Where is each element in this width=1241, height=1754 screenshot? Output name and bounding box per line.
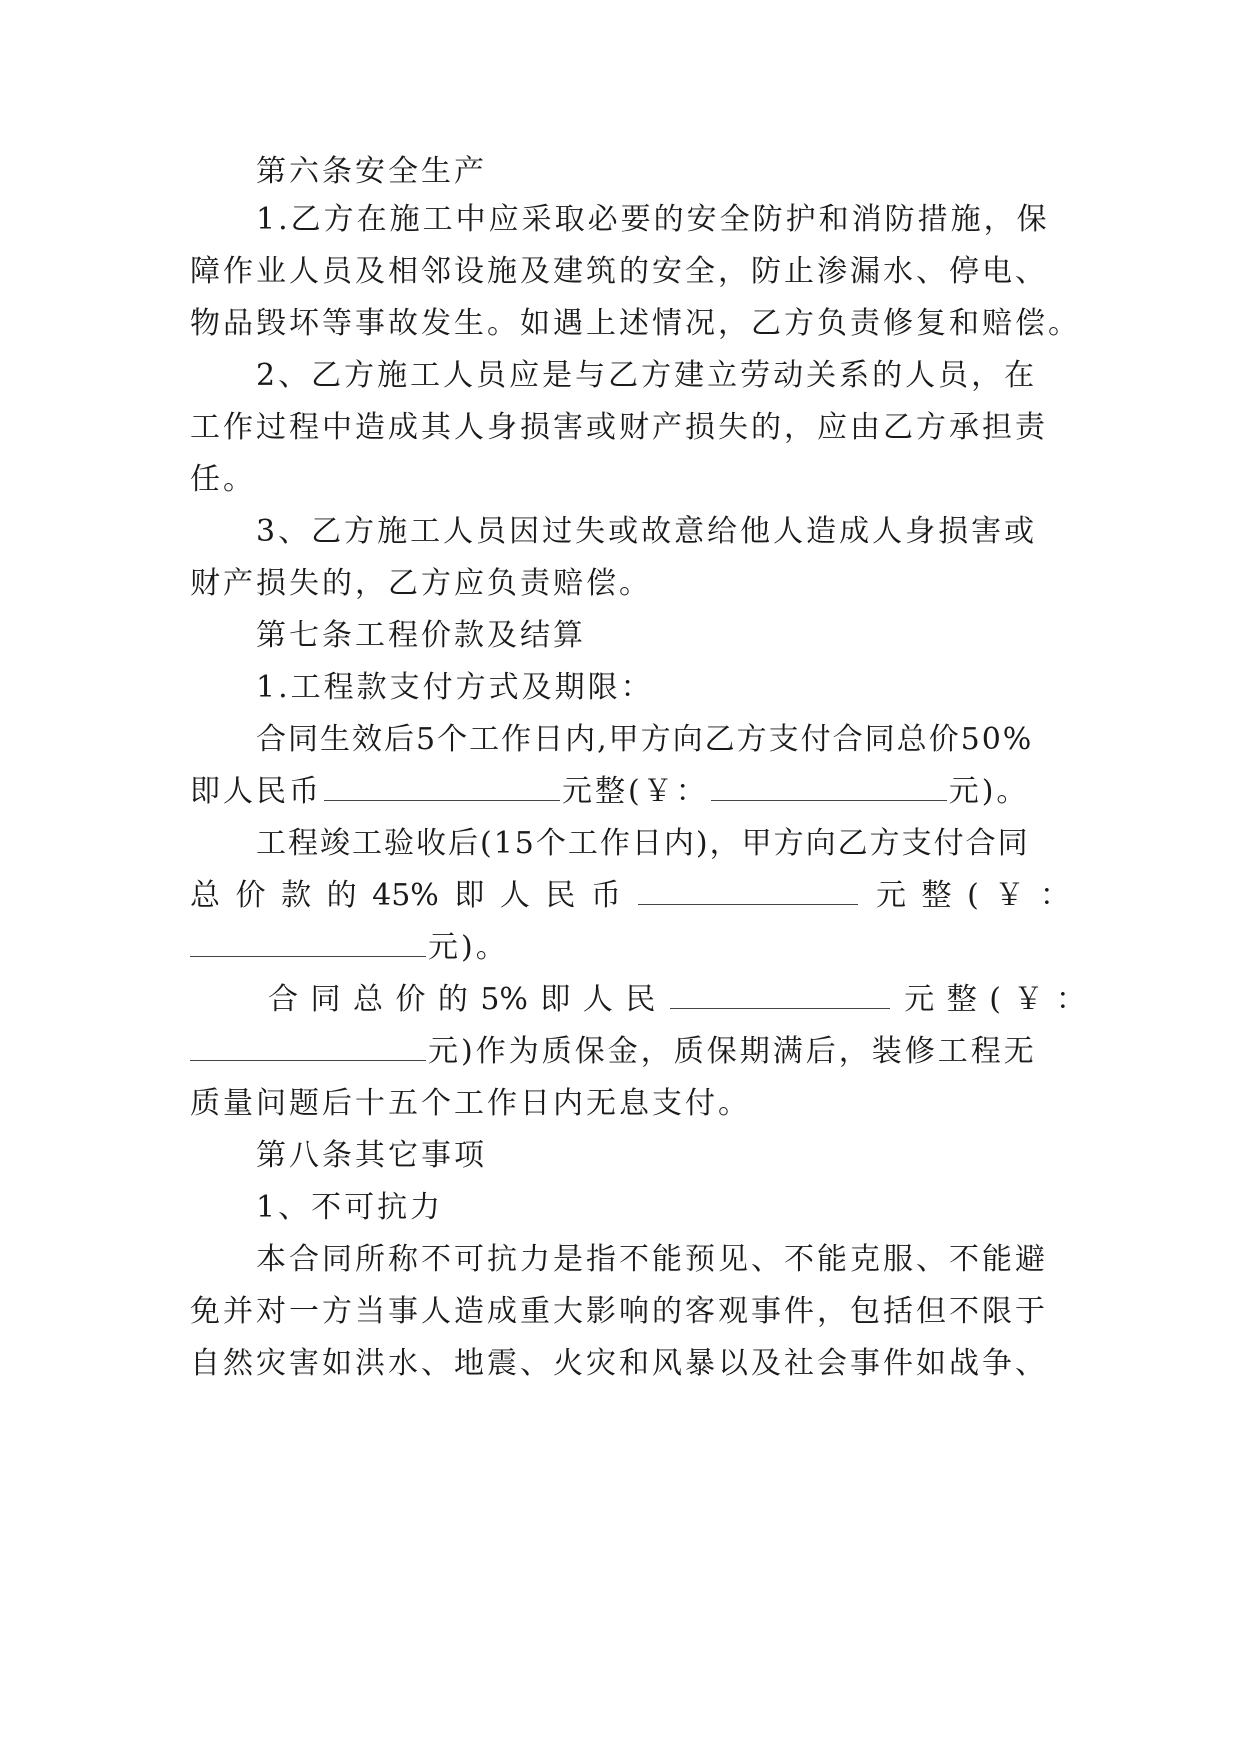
article-7-heading: 第七条工程价款及结算: [256, 618, 586, 653]
force-majeure-line-3: 自然灾害如洪水、地震、火灾和风暴以及社会事件如战争、: [190, 1346, 1048, 1381]
amount-number-blank[interactable]: [190, 928, 426, 957]
word: 元: [904, 982, 935, 1017]
word: 的: [437, 982, 468, 1017]
payment-2-line-1: 工程竣工验收后(15个工作日内)，甲方向乙方支付合同: [256, 826, 1030, 861]
word: ：: [1039, 878, 1070, 913]
word: ：: [1055, 982, 1086, 1017]
article-6-para-1-line-1: 1.乙方在施工中应采取必要的安全防护和消防措施，保: [256, 202, 1050, 237]
word: 民: [545, 878, 576, 913]
amount-words-blank[interactable]: [670, 980, 890, 1009]
article-6-para-1-line-3: 物品毁坏等事故发生。如遇上述情况，乙方负责修复和赔偿。: [190, 306, 1081, 341]
article-7-item-1: 1.工程款支付方式及期限：: [256, 670, 654, 705]
article-6-para-1-line-2: 障作业人员及相邻设施及建筑的安全，防止渗漏水、停电、: [190, 254, 1048, 289]
word: 即: [540, 982, 571, 1017]
payment-2-line-3: [190, 928, 1090, 968]
word: ￥: [994, 878, 1025, 913]
payment-1-label: 即人民币: [190, 774, 322, 809]
word: 总: [190, 878, 220, 913]
force-majeure-line-1: 本合同所称不可抗力是指不能预见、不能克服、不能避: [256, 1242, 1048, 1277]
amount-number-blank[interactable]: [190, 1032, 426, 1061]
payment-2-line-2: [190, 876, 1070, 916]
word: 合: [268, 982, 298, 1017]
payment-3-line-3: 质量问题后十五个工作日内无息支付。: [190, 1086, 751, 1121]
word: 整: [946, 982, 977, 1017]
payment-3-text: 元)作为质保金，质保期满后，装修工程无: [428, 1034, 1037, 1069]
word: 人: [582, 982, 613, 1017]
word: 同: [310, 982, 341, 1017]
payment-2-close: 元)。: [428, 930, 509, 965]
word: 价: [235, 878, 266, 913]
word: 即: [454, 878, 485, 913]
word: 款: [281, 878, 312, 913]
article-8-item-1: 1、不可抗力: [256, 1190, 444, 1225]
word: (: [967, 878, 979, 913]
payment-1-yuan-label: 元整(￥：: [562, 774, 709, 809]
payment-1-line-1: 合同生效后5个工作日内,甲方向乙方支付合同总价50%: [256, 722, 1034, 757]
payment-3-line-1: [268, 980, 1086, 1020]
amount-words-blank[interactable]: [324, 772, 560, 801]
payment-3-line-2: [190, 1032, 1090, 1072]
payment-1-close: 元)。: [948, 774, 1030, 809]
article-6-para-3-line-1: 3、乙方施工人员因过失或故意给他人造成人身损害或: [256, 514, 1038, 549]
article-6-para-2-line-3: 任。: [190, 462, 256, 497]
article-6-para-3-line-2: 财产损失的，乙方应负责赔偿。: [190, 566, 652, 601]
article-6-heading: 第六条安全生产: [256, 154, 487, 189]
payment-1-line-2: [190, 772, 1090, 812]
word: 45%: [372, 878, 439, 913]
word: 价: [395, 982, 426, 1017]
word: 元: [876, 878, 906, 913]
word: 整: [921, 878, 952, 913]
word: 币: [590, 878, 621, 913]
force-majeure-line-2: 免并对一方当事人造成重大影响的客观事件，包括但不限于: [190, 1294, 1048, 1329]
word: 5%: [480, 982, 528, 1017]
word: (: [989, 982, 1001, 1017]
amount-number-blank[interactable]: [711, 772, 947, 801]
word: ￥: [1013, 982, 1044, 1017]
article-6-para-2-line-2: 工作过程中造成其人身损害或财产损失的，应由乙方承担责: [190, 410, 1048, 445]
word: 总: [352, 982, 383, 1017]
word: 人: [499, 878, 530, 913]
amount-words-blank[interactable]: [638, 876, 858, 905]
word: 的: [326, 878, 357, 913]
article-6-para-2-line-1: 2、乙方施工人员应是与乙方建立劳动关系的人员，在: [256, 358, 1038, 393]
word: 民: [625, 982, 656, 1017]
article-8-heading: 第八条其它事项: [256, 1138, 487, 1173]
